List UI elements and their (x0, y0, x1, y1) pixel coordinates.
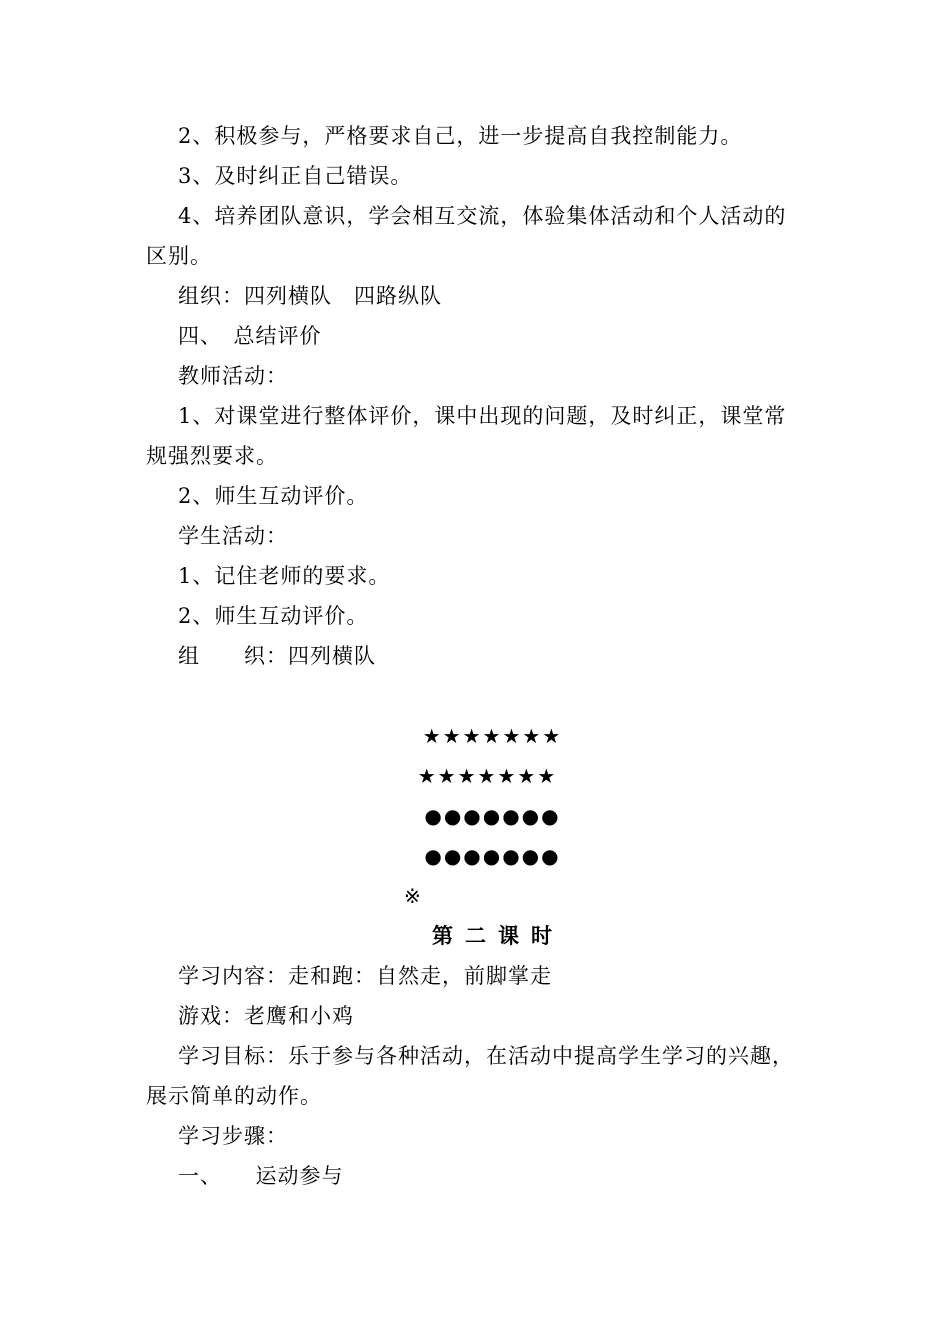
student-activity-heading: 学生活动： (178, 524, 288, 548)
paragraph-goal-2: 2、积极参与，严格要求自己，进一步提高自我控制能力。 (178, 124, 743, 148)
paragraph-goal-4-cont: 区别。 (146, 244, 212, 268)
student-activity-1: 1、记住老师的要求。 (178, 564, 391, 588)
section-summary-heading: 四、 总结评价 (178, 324, 322, 348)
lesson-step-1: 一、 运动参与 (178, 1164, 344, 1188)
teacher-activity-2: 2、师生互动评价。 (178, 484, 369, 508)
teacher-activity-1: 1、对课堂进行整体评价，课中出现的问题，及时纠正，课堂常 (178, 404, 787, 428)
student-activity-2: 2、师生互动评价。 (178, 604, 369, 628)
teacher-position-mark: ※ (404, 884, 422, 908)
paragraph-goal-4: 4、培养团队意识，学会相互交流，体验集体活动和个人活动的 (178, 204, 787, 228)
lesson-title: 第二课时 (432, 923, 564, 948)
paragraph-goal-3: 3、及时纠正自己错误。 (178, 164, 413, 188)
organization-line: 组织：四列横队 四路纵队 (178, 284, 442, 308)
teacher-activity-1-cont: 规强烈要求。 (146, 444, 278, 468)
lesson-content: 学习内容：走和跑：自然走，前脚掌走 (178, 964, 552, 988)
teacher-activity-heading: 教师活动： (178, 364, 288, 388)
formation-row-dots-1: ●●●●●●● (424, 804, 561, 828)
formation-row-stars-1: ★★★★★★★ (422, 724, 563, 748)
lesson-goal: 学习目标：乐于参与各种活动，在活动中提高学生学习的兴趣， (178, 1044, 794, 1068)
lesson-steps-heading: 学习步骤： (178, 1124, 288, 1148)
organization-line-2: 组 织：四列横队 (178, 644, 376, 668)
lesson-game: 游戏：老鹰和小鸡 (178, 1004, 354, 1028)
lesson-goal-cont: 展示简单的动作。 (146, 1084, 322, 1108)
formation-row-stars-2: ★★★★★★★ (417, 764, 558, 788)
formation-row-dots-2: ●●●●●●● (424, 844, 561, 868)
